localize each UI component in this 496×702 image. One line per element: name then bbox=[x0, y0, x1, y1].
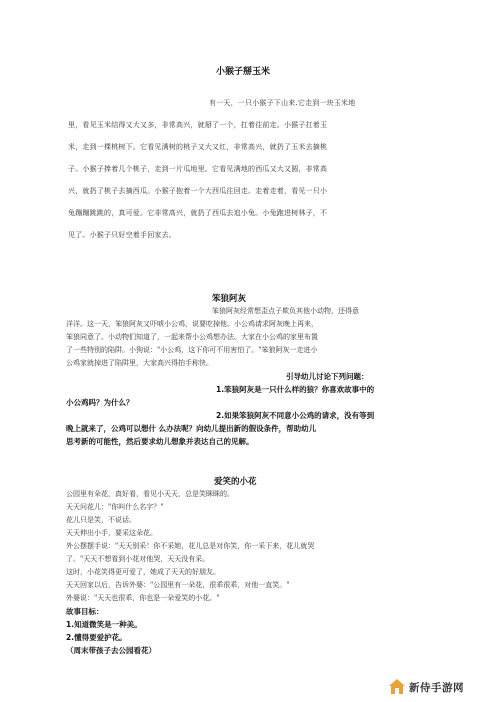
goals-title: 故事目标： bbox=[66, 607, 104, 616]
question-2-cont: 晚上就来了，公鸡可以想什 么办法呢？向幼儿提出新的假设条件，帮助幼儿 bbox=[66, 424, 317, 433]
story3-line: 外婆说："天天也很乖，你也是一朵爱笑的小花。" bbox=[66, 594, 220, 602]
question-2: 2.如果笨狼阿灰不同意小公鸡的请求，没有等到 bbox=[216, 411, 375, 420]
watermark-logo bbox=[386, 676, 492, 698]
story3-line: 外公摆摆手说："天天别采！你不采她，花儿总是对你笑，你一采下来，花儿就哭 bbox=[66, 542, 315, 550]
story3-line: 花儿只是笑，不说话。 bbox=[66, 516, 136, 524]
story1-line: 子。小猴子捧着几个桃子，走到一片瓜地里。它看见满地的西瓜又大又圆，非常高 bbox=[68, 165, 328, 173]
watermark-text: 新侍手游网 bbox=[409, 681, 464, 694]
question-1: 1.笨狼阿灰是一只什么样的狼？你喜欢故事中的 bbox=[216, 385, 375, 394]
story2-line: 笨狼阿灰经常想歪点子欺负其他小动物，还得意 bbox=[212, 307, 359, 315]
story3-line: 这时，小花笑得更可爱了，她成了天天的好朋友。 bbox=[66, 568, 220, 576]
story1-line: 里，看见玉米结得又大又多，非常高兴，就掰了一个，扛着往前走。小猴子扛着玉 bbox=[68, 121, 328, 129]
goal-3: （周末带孩子去公园看花） bbox=[66, 646, 156, 655]
story2-line: 了一些特别的陷阱。小狗说："小公鸡，这下你可不用害怕了。"笨狼阿灰一走进小 bbox=[66, 346, 318, 354]
story1-line: 兴，就扔了桃子去摘西瓜。小猴子抱着一个大西瓜往回走。走着走着，看见一只小 bbox=[68, 187, 328, 195]
goal-1: 1.知道微笑是一种美。 bbox=[66, 620, 142, 629]
story1-line: 有一天，一只小猴子下山来.它走到一块玉米地 bbox=[209, 99, 356, 107]
story2-line: 洋洋。这一天，笨狼阿灰又吓唬小公鸡，说要吃掉他。小公鸡请求阿灰晚上再来， bbox=[66, 320, 318, 328]
story1-line: 米，走到一棵桃树下。它看见满树的桃子又大又红，非常高兴，就扔了玉米去摘桃 bbox=[68, 143, 328, 151]
story3-title: 爱笑的小花 bbox=[214, 477, 257, 487]
discussion-title: 引导幼儿讨论下列问题： bbox=[286, 372, 369, 381]
goal-2: 2.懂得要爱护花。 bbox=[66, 633, 127, 642]
story2-title: 笨狼阿灰 bbox=[212, 294, 247, 304]
story3-line: 天天回家以后，告诉外婆："公园里有一朵花，很乖很乖，对他一直笑。" bbox=[66, 581, 290, 589]
question-2-cont: 思考新的可能性，然后要求幼儿想象并表达自己的见解。 bbox=[66, 437, 254, 446]
story3-line: 公园里有朵花，真好看，看见小天天，总是笑眯眯的。 bbox=[66, 490, 234, 498]
story3-line: 天天伸出小手，要采这朵花。 bbox=[66, 529, 157, 537]
question-1-cont: 小公鸡吗？为什么？ bbox=[66, 398, 134, 407]
house-icon bbox=[388, 678, 406, 696]
story2-line: 公鸡家就掉进了陷阱里，大家高兴得拍手称快。 bbox=[66, 359, 213, 367]
story2-line: 笨狼同意了。小动物们知道了，一起来帮小公鸡想办法。大家在小公鸡的家里布置 bbox=[66, 333, 318, 341]
story1-line: 兔蹦蹦跳跳的，真可爱。它非常高兴，就扔了西瓜去追小兔。小兔跑进树林子，不 bbox=[68, 209, 328, 217]
story1-title: 小猴子掰玉米 bbox=[216, 67, 271, 77]
story3-line: 了。"天天不想看到小花对他哭，天天没有采。 bbox=[66, 555, 210, 563]
story3-line: 天天问花儿："你叫什么名字？" bbox=[66, 503, 164, 511]
story1-line: 见了。小猴子只好空着手回家去。 bbox=[68, 231, 176, 239]
